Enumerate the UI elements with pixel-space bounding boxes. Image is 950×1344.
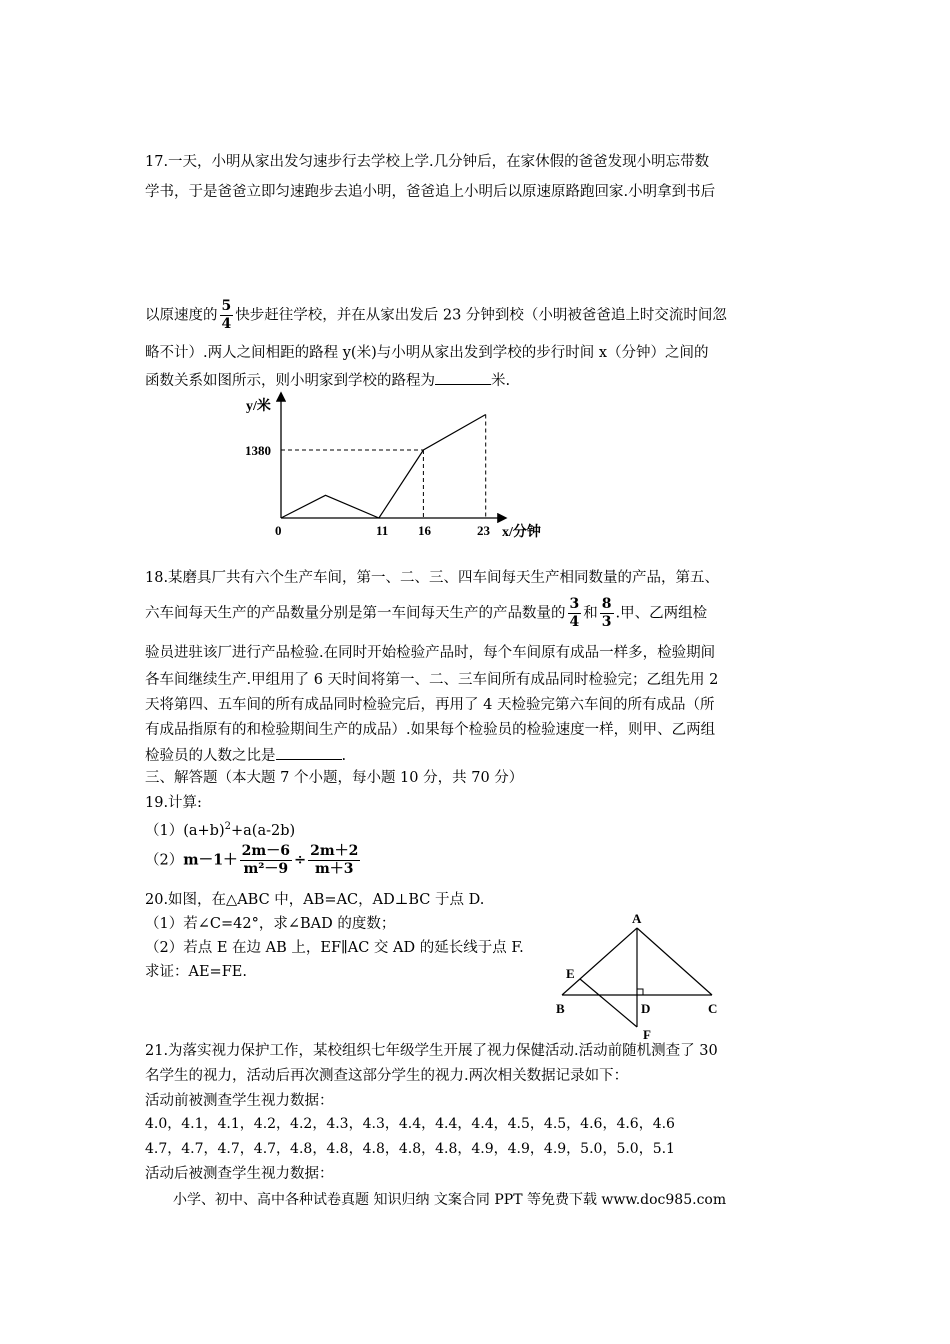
- q21-line-6: 活动后被测查学生视力数据：: [145, 1166, 334, 1182]
- q18-line-1: 18.某磨具厂共有六个生产车间，第一、二、三、四车间每天生产相同数量的产品，第五、: [145, 570, 720, 586]
- q21-line-2: 名学生的视力，活动后再次测查这部分学生的视力.两次相关数据记录如下：: [145, 1068, 629, 1084]
- q19-part-2: [145, 843, 362, 878]
- q21-data-before-2: 4.7，4.7，4.7，4.7，4.8，4.8，4.8，4.8，4.8，4.9，4.9，4.9，5.0，5.0，5.1: [145, 1141, 675, 1157]
- label-d: D: [641, 1001, 651, 1016]
- label-e: E: [566, 966, 575, 981]
- q18-line-2: [145, 596, 707, 631]
- right-angle-mark: [637, 989, 643, 995]
- q20-line-2: （1）若∠C=42°，求∠BAD 的度数；: [145, 916, 396, 932]
- q17-answer-blank: [435, 370, 491, 385]
- q19-title: 19.计算:: [145, 795, 202, 811]
- q18-f2-num: 8: [601, 596, 612, 612]
- q18-f1-den: 4: [569, 614, 580, 630]
- q19-division-sign: ÷: [293, 851, 307, 869]
- q18-line-7a: 检验员的人数之比是: [145, 748, 276, 764]
- origin-label: 0: [275, 523, 282, 538]
- distance-time-chart: [240, 390, 560, 550]
- x-axis-label: x/分钟: [502, 525, 541, 540]
- q18-line-3: 验员进驻该厂进行产品检验.在同时开始检验产品时，每个车间原有成品一样多，检验期间: [145, 645, 716, 661]
- page-footer: 小学、初中、高中各种试卷真题 知识归纳 文案合同 PPT 等免费下载 www.doc985.com: [173, 1192, 727, 1208]
- q20-line-3: （2）若点 E 在边 AB 上，EF∥AC 交 AD 的延长线于点 F.: [145, 940, 524, 956]
- q19-f2-num: 2m＋2: [310, 843, 359, 859]
- x-tick-label: 23: [477, 523, 490, 538]
- segment-ab: [562, 928, 637, 995]
- q17-line-4: 略不计）.两人之间相距的路程 y(米)与小明从家出发到学校的步行时间 x（分钟）之间的: [145, 345, 709, 361]
- q17-fraction: [220, 298, 234, 333]
- q18-line-7b: .: [341, 748, 347, 764]
- q19-p1a: （1）(a+b): [145, 822, 225, 839]
- q19-f2-den: m＋3: [314, 861, 354, 877]
- q18-line-7: [145, 745, 346, 766]
- q20-line-4: 求证：AE=FE.: [145, 964, 247, 980]
- y-tick-label: 1380: [245, 443, 271, 458]
- q20-line-1: 20.如图，在△ABC 中，AB=AC，AD⊥BC 于点 D.: [145, 892, 485, 908]
- q18-line-4: 各车间继续生产.甲组用了 6 天时间将第一、二、三车间所有成品同时检验完；乙组先用 2: [145, 672, 719, 688]
- q17-frac-num: 5: [221, 298, 232, 314]
- q18-fraction-1: [568, 596, 582, 631]
- q17-line-3: [145, 298, 727, 333]
- x-tick-label: 16: [418, 523, 431, 538]
- q18-line-2c: .甲、乙两组检: [615, 605, 708, 622]
- q18-line-5: 天将第四、五车间的所有成品同时检验完后，再用了 4 天检验完第六车间的所有成品（所: [145, 697, 715, 713]
- q17-line-2: 学书，于是爸爸立即匀速跑步去追小明，爸爸追上小明后以原速原路跑回家.小明拿到书后: [145, 184, 716, 200]
- x-tick-label: 11: [376, 523, 389, 538]
- q17-frac-den: 4: [221, 316, 232, 332]
- q21-line-1: 21.为落实视力保护工作，某校组织七年级学生开展了视力保健活动.活动前随机测查了 30: [145, 1043, 718, 1059]
- q19-f1-den: m²－9: [243, 861, 289, 877]
- q18-answer-blank: [276, 745, 342, 760]
- q18-f1-num: 3: [569, 596, 580, 612]
- q18-f2-den: 3: [601, 614, 612, 630]
- label-f: F: [643, 1027, 651, 1042]
- q19-p2-label: （2）: [145, 852, 184, 869]
- segment-ac: [637, 928, 712, 995]
- q18-line-2a: 六车间每天生产的产品数量分别是第一车间每天生产的产品数量的: [145, 605, 566, 622]
- q17-line-5b: 米.: [491, 373, 511, 389]
- q19-p1-exponent: 2: [224, 821, 231, 832]
- q19-p2a: m－1＋: [183, 851, 238, 869]
- series-line: [281, 415, 486, 519]
- q18-line-2b: 和: [583, 605, 598, 622]
- q17-line-5: [145, 370, 510, 391]
- y-axis-label: y/米: [246, 399, 271, 414]
- q17-line-3a: 以原速度的: [145, 307, 218, 324]
- q17-line-5a: 函数关系如图所示，则小明家到学校的路程为: [145, 373, 435, 389]
- q17-line-1: 17.一天，小明从家出发匀速步行去学校上学.几分钟后，在家休假的爸爸发现小明忘带数: [145, 154, 710, 170]
- label-b: B: [556, 1001, 565, 1016]
- q17-line-3b: 快步赶往学校，并在从家出发后 23 分钟到校（小明被爸爸追上时交流时间忽: [235, 307, 727, 324]
- triangle-diagram: [550, 905, 730, 1045]
- q21-line-3: 活动前被测查学生视力数据：: [145, 1093, 334, 1109]
- label-a: A: [632, 911, 642, 926]
- q19-fraction-1: [240, 843, 292, 878]
- q19-fraction-2: [308, 843, 360, 878]
- section-3-heading: 三、解答题（本大题 7 个小题，每小题 10 分，共 70 分）: [145, 770, 524, 786]
- q19-part-1: [145, 817, 295, 841]
- q18-line-6: 有成品指原有的和检验期间生产的成品）.如果每个检验员的检验速度一样，则甲、乙两组: [145, 722, 716, 738]
- q21-data-before-1: 4.0，4.1，4.1，4.2，4.2，4.3，4.3，4.4，4.4，4.4，4.5，4.5，4.6，4.6，4.6: [145, 1116, 675, 1132]
- q19-p1b: +a(a-2b): [231, 822, 296, 839]
- q19-f1-num: 2m－6: [241, 843, 290, 859]
- q18-fraction-2: [600, 596, 614, 631]
- label-c: C: [708, 1001, 718, 1016]
- segment-ef: [580, 979, 637, 1027]
